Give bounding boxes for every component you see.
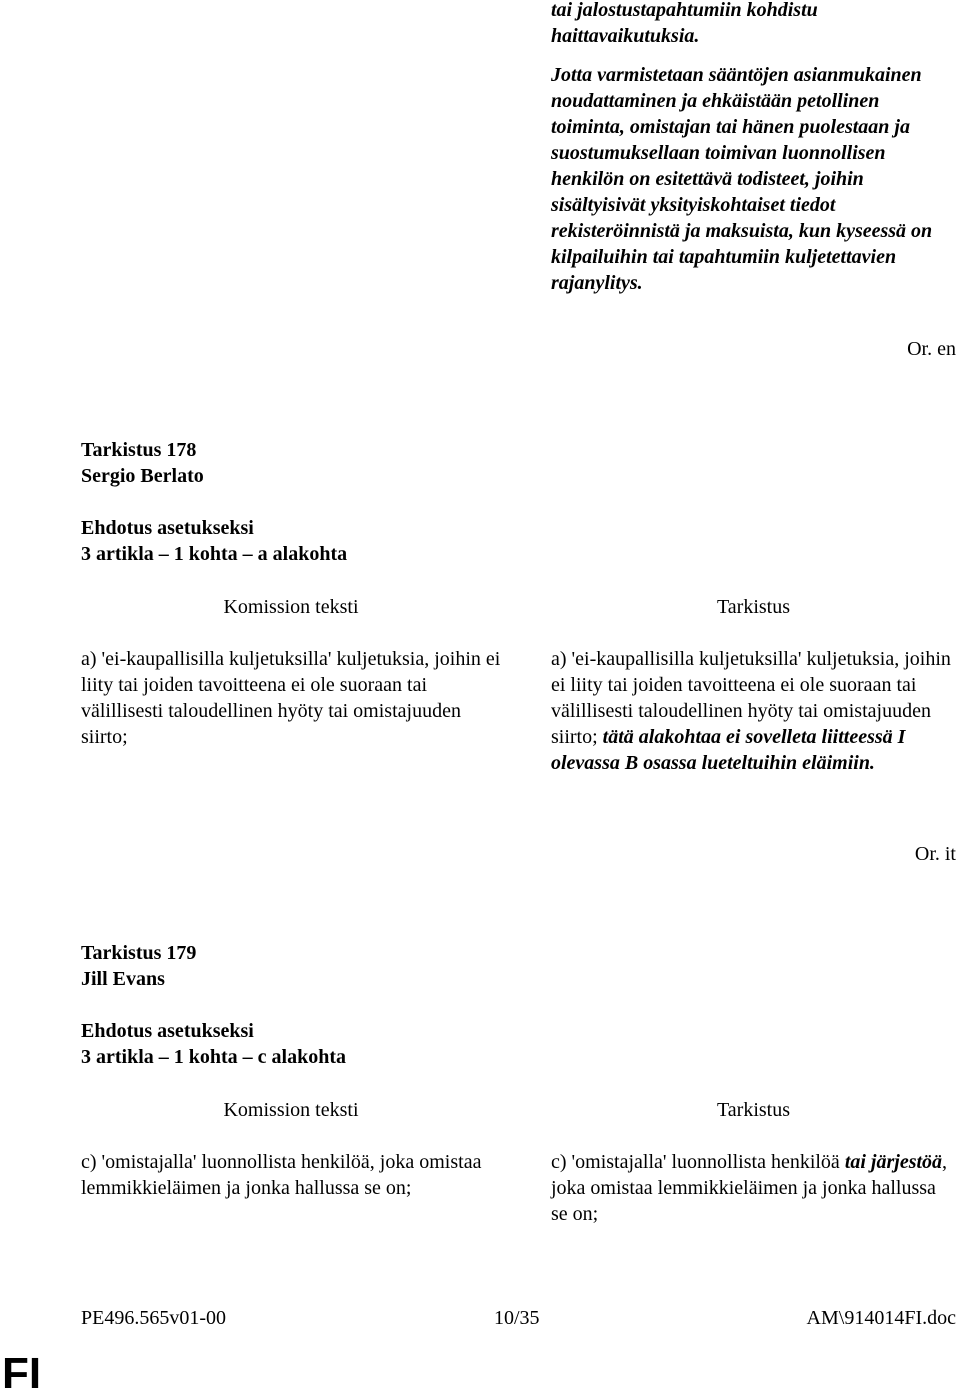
origin-language: Or. en xyxy=(907,338,956,360)
justification-paragraph: Jotta varmistetaan sääntöjen asianmukainen noudattaminen ja ehkäistään petollinen toiminta, omistajan tai hänen puolestaan ja suostumuksellaan toimivan luonnollisen henkilön on esitettävä todisteet, joihin sisältyisivät yksityiskohtaiset tiedot rekisteröinnistä ja maksuista, kun kyseessä on kilpailuihin tai tapahtumiin kuljetettavien rajanylitys. xyxy=(551,64,933,294)
file-name: AM\914014FI.doc xyxy=(806,1307,956,1329)
amendment-header: Tarkistus xyxy=(716,596,791,618)
amendment-text xyxy=(551,1149,956,1227)
amendment-added-text: tätä alakohtaa ei sovelleta liitteessä I olevassa B osassa lueteltuihin eläimiin. xyxy=(551,726,906,774)
amendment-author: Jill Evans xyxy=(81,968,165,990)
document-reference: PE496.565v01-00 xyxy=(81,1307,226,1329)
page-number: 10/35 xyxy=(494,1307,540,1329)
proposal-title: Ehdotus asetukseksi xyxy=(81,1020,254,1042)
article-reference: 3 artikla – 1 kohta – a alakohta xyxy=(81,543,348,565)
amendment-header: Tarkistus xyxy=(716,1099,791,1121)
amendment-text xyxy=(551,646,956,776)
amendment-number: Tarkistus 178 xyxy=(81,439,197,461)
commission-text: a) 'ei-kaupallisilla kuljetuksilla' kuljetuksia, joihin ei liity tai joiden tavoitteena ei ole suoraan tai välillisesti taloudellinen hyöty tai omistajuuden siirto; xyxy=(81,648,501,748)
amendment-text-pre: c) 'omistajalla' luonnollista henkilöä xyxy=(551,1151,840,1173)
language-code: FI xyxy=(2,1349,42,1398)
amendment-text-post: , joka omistaa lemmikkieläimen ja jonka hallussa se on; xyxy=(551,1151,948,1225)
amendment-added-text: tai järjestöä xyxy=(844,1151,943,1173)
continued-paragraph: tai jalostustapahtumiin kohdistu haittavaikutuksia. xyxy=(551,0,818,47)
commission-text-header: Komission teksti xyxy=(223,596,359,618)
proposal-title: Ehdotus asetukseksi xyxy=(81,517,254,539)
amendment-text-body: a) 'ei-kaupallisilla kuljetuksilla' kuljetuksia, joihin ei liity tai joiden tavoitteena ei ole suoraan tai välillisesti taloudellinen hyöty tai omistajuuden siirto; xyxy=(551,648,951,748)
amendment-author: Sergio Berlato xyxy=(81,465,204,487)
origin-language: Or. it xyxy=(914,843,956,865)
amendment-number: Tarkistus 179 xyxy=(81,942,197,964)
commission-text-header: Komission teksti xyxy=(223,1099,359,1121)
article-reference: 3 artikla – 1 kohta – c alakohta xyxy=(81,1046,347,1068)
commission-text: c) 'omistajalla' luonnollista henkilöä, joka omistaa lemmikkieläimen ja jonka hallussa se on; xyxy=(81,1151,482,1199)
